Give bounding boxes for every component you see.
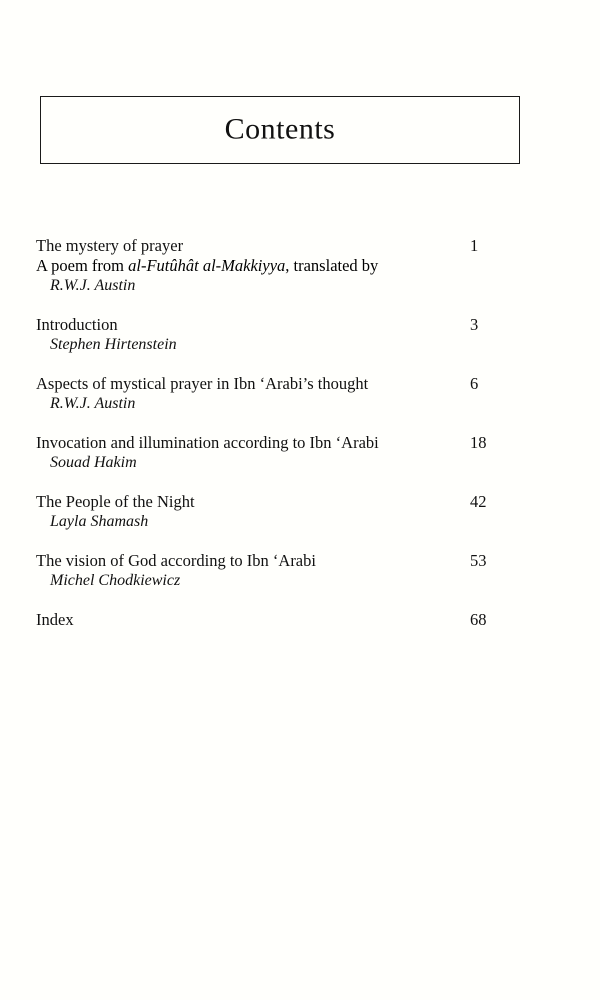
toc-entry-page: 1 — [470, 236, 479, 255]
toc-entry-title: Aspects of mystical prayer in Ibn ‘Arabi’s thought — [36, 374, 369, 393]
toc-entry-page: 53 — [470, 551, 487, 570]
toc-subtitle-pre: A poem from — [36, 256, 129, 275]
toc-subtitle-source: al-Futûhât al-Makkiyya — [128, 256, 286, 275]
toc-entry-author: Stephen Hirtenstein — [50, 336, 177, 353]
toc-entry-page: 3 — [470, 315, 479, 334]
toc-entry-author: R.W.J. Austin — [50, 277, 136, 294]
toc-subtitle-post: , translated by — [285, 256, 379, 275]
toc-entry-title: The vision of God according to Ibn ‘Arabi — [36, 551, 316, 570]
table-of-contents — [36, 236, 524, 649]
contents-title-box — [40, 96, 520, 164]
toc-entry — [36, 374, 524, 414]
toc-entry-author: Michel Chodkiewicz — [50, 572, 181, 589]
toc-entry — [36, 610, 524, 630]
toc-entry-title: Introduction — [36, 315, 118, 334]
page-title: Contents — [224, 112, 336, 146]
toc-entry-author: R.W.J. Austin — [50, 395, 136, 412]
toc-entry — [36, 433, 524, 473]
toc-entry-page: 42 — [470, 492, 487, 511]
toc-entry — [36, 551, 524, 591]
toc-entry-subtitle — [36, 256, 524, 276]
toc-entry-page: 18 — [470, 433, 487, 452]
toc-entry-title: Invocation and illumination according to Ibn ‘Arabi — [36, 433, 379, 452]
toc-entry — [36, 236, 524, 296]
toc-entry-page: 6 — [470, 374, 479, 393]
toc-entry-page: 68 — [470, 610, 487, 629]
toc-entry-title: The mystery of prayer — [36, 236, 184, 255]
toc-entry-title: The People of the Night — [36, 492, 195, 511]
toc-entry-title: Index — [36, 610, 74, 629]
toc-entry — [36, 315, 524, 355]
toc-entry-author: Souad Hakim — [50, 454, 137, 471]
toc-entry-author: Layla Shamash — [50, 513, 149, 530]
toc-entry — [36, 492, 524, 532]
